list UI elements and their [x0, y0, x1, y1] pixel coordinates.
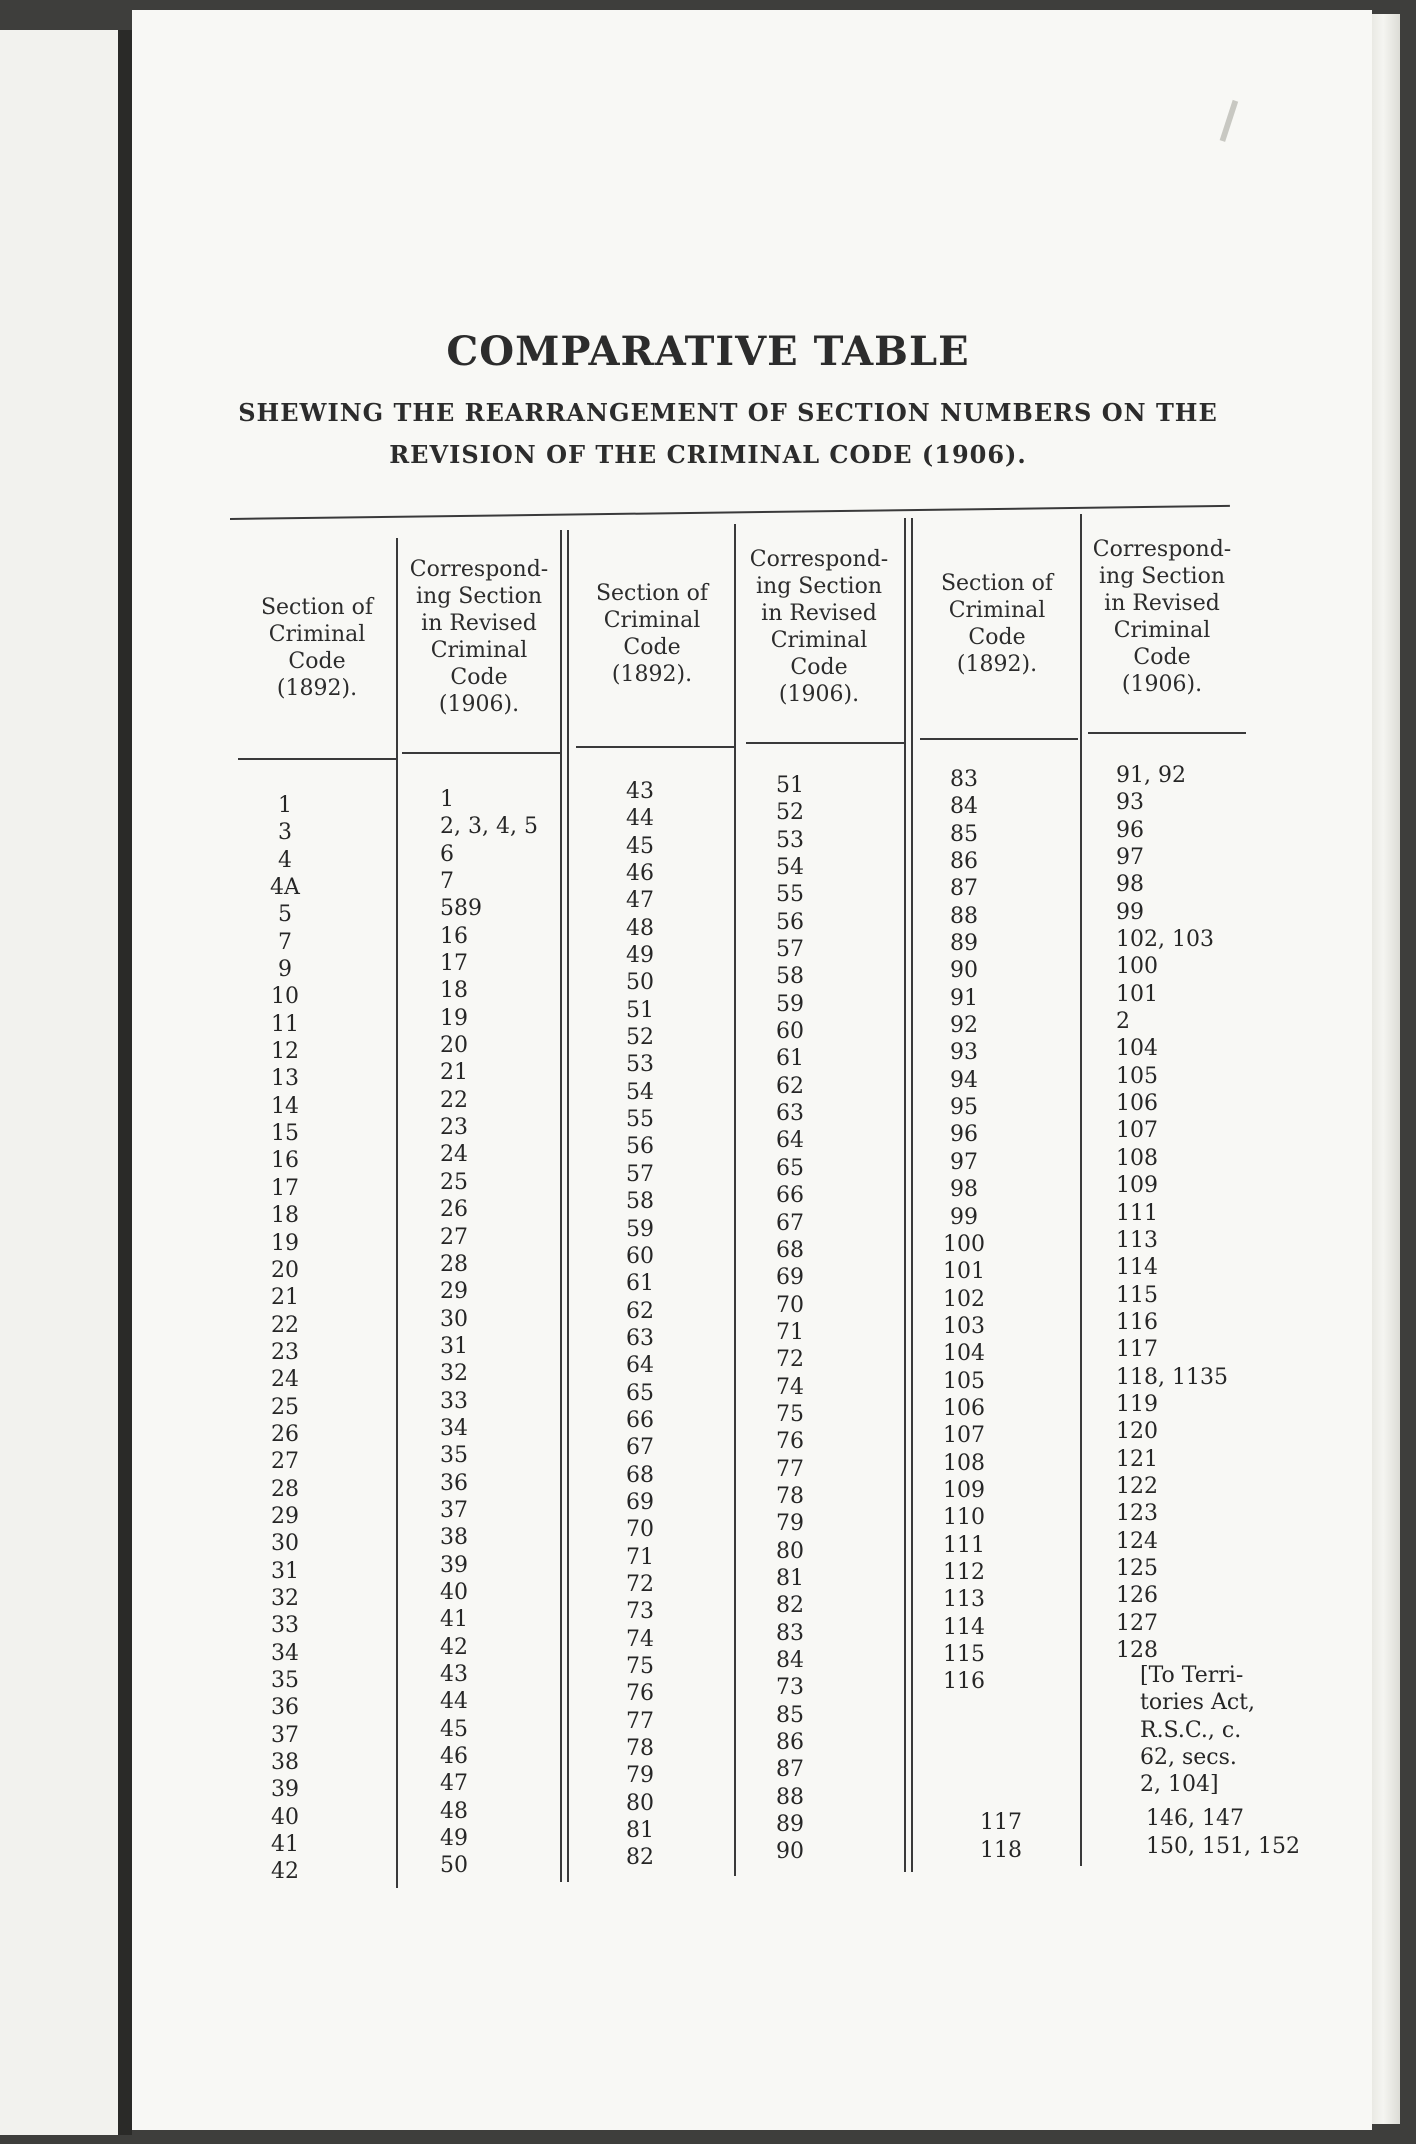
table-cell: 24: [271, 1367, 299, 1393]
header-rule-1: [238, 758, 396, 760]
table-cell: 58: [776, 964, 804, 990]
table-cell: 85: [776, 1702, 804, 1728]
table-cell: 16: [271, 1148, 299, 1174]
table-cell: 102, 103: [1116, 927, 1214, 953]
table-cell: 57: [776, 937, 804, 963]
table-cell: 79: [776, 1511, 804, 1537]
table-cell: 112: [943, 1559, 985, 1585]
table-cell: 48: [626, 915, 654, 941]
table-cell: 23: [440, 1115, 468, 1141]
table-cell: 35: [440, 1443, 468, 1469]
table-cell: 38: [440, 1525, 468, 1551]
table-cell: 61: [626, 1271, 654, 1297]
column-divider-3: [734, 524, 736, 1876]
table-cell: 77: [776, 1456, 804, 1482]
table-cell: 105: [943, 1368, 985, 1394]
table-cell: 43: [440, 1662, 468, 1687]
table-cell: 97: [1116, 845, 1144, 871]
table-cell: 93: [950, 1040, 978, 1066]
column-divider-4a: [904, 518, 906, 1872]
table-cell: 19: [440, 1005, 468, 1031]
table-cell: 30: [271, 1531, 299, 1557]
table-cell: 87: [950, 876, 978, 902]
table-cell: 81: [776, 1565, 804, 1591]
table-cell: 5: [278, 902, 292, 928]
table-cell: 82: [626, 1845, 654, 1871]
table-cell: 89: [776, 1812, 804, 1838]
table-cell: 49: [440, 1826, 468, 1852]
table-cell: 25: [271, 1394, 299, 1420]
table-cell: 9: [278, 957, 292, 983]
header-section-1906-col2: Correspond- ing Section in Revised Criminal Code (1906).: [749, 547, 889, 707]
table-cell: 57: [626, 1161, 654, 1187]
table-cell: 25: [440, 1169, 468, 1195]
table-cell: 31: [271, 1558, 299, 1584]
table-cell: 88: [776, 1784, 804, 1810]
table-cell: 2: [1116, 1009, 1130, 1035]
header-section-1892-col3: Section of Criminal Code (1892).: [940, 571, 1054, 677]
table-cell: 21: [440, 1060, 468, 1086]
table-cell: 73: [776, 1675, 804, 1701]
table-cell: 26: [271, 1421, 299, 1447]
table-cell: 51: [776, 773, 804, 798]
table-cell: 106: [1116, 1091, 1158, 1117]
table-cell: 64: [776, 1128, 804, 1154]
page-title: COMPARATIVE TABLE: [446, 328, 970, 375]
table-cell: 115: [1116, 1282, 1158, 1308]
table-cell: 32: [440, 1361, 468, 1387]
table-cell: 27: [271, 1449, 299, 1475]
pencil-mark: I: [1209, 87, 1248, 157]
table-cell: 78: [776, 1483, 804, 1509]
table-cell: 77: [626, 1708, 654, 1734]
table-cell: 113: [1116, 1227, 1158, 1253]
table-cell: 109: [943, 1477, 985, 1503]
table-cell: 71: [776, 1319, 804, 1345]
table-cell: 101: [1116, 981, 1158, 1007]
table-cell: 47: [626, 888, 654, 914]
table-cell: 14: [271, 1093, 299, 1119]
header-rule-3: [576, 746, 734, 748]
table-cell: 19: [271, 1230, 299, 1256]
table-cell: 69: [776, 1265, 804, 1291]
table-cell: 63: [776, 1101, 804, 1127]
table-cell: 117: [1116, 1337, 1158, 1363]
table-cell: 54: [776, 855, 804, 881]
table-cell: 110: [943, 1505, 985, 1531]
table-cell: 67: [776, 1210, 804, 1236]
table-cell: 20: [271, 1257, 299, 1283]
table-cell: 96: [1116, 817, 1144, 843]
col1-new-sections: [440, 786, 570, 1880]
table-cell: 1: [278, 793, 292, 818]
table-cell: 127: [1116, 1610, 1158, 1636]
table-cell: 46: [440, 1744, 468, 1770]
subtitle-line-2: REVISION OF THE CRIMINAL CODE (1906).: [389, 440, 1027, 469]
table-cell: 70: [776, 1292, 804, 1318]
table-cell: 128: [1116, 1638, 1158, 1663]
table-cell: 30: [440, 1306, 468, 1332]
table-cell: 37: [440, 1497, 468, 1523]
table-cell: 74: [776, 1374, 804, 1400]
table-cell: 21: [271, 1285, 299, 1311]
table-cell: 62: [776, 1073, 804, 1099]
table-cell: 80: [776, 1538, 804, 1564]
header-section-1892-col1: Section of Criminal Code (1892).: [260, 595, 374, 701]
table-cell: 13: [271, 1066, 299, 1092]
table-cell: 113: [943, 1587, 985, 1613]
table-cell: 122: [1116, 1473, 1158, 1499]
table-cell: 68: [626, 1462, 654, 1488]
header-rule-5: [920, 738, 1078, 740]
column-divider-4b: [911, 518, 913, 1872]
table-cell: 29: [440, 1279, 468, 1305]
table-cell: 31: [440, 1333, 468, 1359]
table-cell: 114: [943, 1614, 985, 1640]
header-section-1906-col3: Correspond- ing Section in Revised Criminal Code (1906).: [1092, 537, 1232, 697]
table-cell: 20: [440, 1033, 468, 1059]
table-cell: 83: [950, 767, 978, 792]
table-cell: 116: [943, 1669, 985, 1695]
table-cell: 98: [950, 1177, 978, 1203]
table-cell: 85: [950, 821, 978, 847]
table-cell: 78: [626, 1736, 654, 1762]
table-cell: 80: [626, 1790, 654, 1816]
table-cell: 120: [1116, 1419, 1158, 1445]
table-cell: 3: [278, 820, 292, 846]
table-cell: 87: [776, 1757, 804, 1783]
table-cell: 95: [950, 1095, 978, 1121]
table-cell: 18: [440, 978, 468, 1004]
table-cell: 72: [776, 1347, 804, 1373]
table-cell: 6: [440, 841, 454, 867]
col3-extra-old-118: 118: [980, 1838, 1022, 1863]
table-cell: 4A: [270, 875, 300, 901]
table-cell: 62: [626, 1298, 654, 1324]
table-cell: 1: [440, 787, 454, 812]
table-cell: 48: [440, 1798, 468, 1824]
table-cell: 99: [1116, 899, 1144, 925]
table-cell: 50: [440, 1853, 468, 1879]
table-cell: 108: [943, 1450, 985, 1476]
table-cell: 83: [776, 1620, 804, 1646]
table-cell: 38: [271, 1750, 299, 1776]
table-cell: 91: [950, 985, 978, 1011]
table-cell: 16: [440, 923, 468, 949]
table-cell: 40: [271, 1804, 299, 1830]
col1-old-sections: [240, 792, 330, 1886]
table-cell: 4: [278, 847, 292, 873]
table-cell: 12: [271, 1039, 299, 1065]
table-cell: 51: [626, 997, 654, 1023]
table-cell: 100: [1116, 954, 1158, 980]
table-cell: 56: [626, 1134, 654, 1160]
table-cell: 50: [626, 970, 654, 996]
column-divider-1: [396, 538, 398, 1888]
table-cell: 123: [1116, 1501, 1158, 1527]
table-cell: 24: [440, 1142, 468, 1168]
table-cell: 73: [626, 1599, 654, 1625]
table-cell: 41: [440, 1607, 468, 1633]
table-cell: 121: [1116, 1446, 1158, 1472]
table-cell: 33: [271, 1613, 299, 1639]
table-cell: 27: [440, 1224, 468, 1250]
table-cell: 101: [943, 1259, 985, 1285]
table-cell: 7: [440, 869, 454, 895]
table-cell: 68: [776, 1237, 804, 1263]
table-cell: 43: [626, 779, 654, 804]
table-cell: 94: [950, 1067, 978, 1093]
table-cell: 63: [626, 1325, 654, 1351]
col2-new-sections: [776, 772, 856, 1866]
table-cell: 58: [626, 1189, 654, 1215]
table-cell: 84: [776, 1648, 804, 1673]
table-cell: 64: [626, 1353, 654, 1379]
table-cell: 126: [1116, 1583, 1158, 1609]
table-cell: 102: [943, 1286, 985, 1312]
table-cell: 44: [440, 1689, 468, 1715]
table-cell: 29: [271, 1503, 299, 1529]
table-cell: 119: [1116, 1391, 1158, 1417]
header-section-1906-col1: Correspond- ing Section in Revised Criminal Code (1906).: [409, 557, 549, 717]
table-cell: 39: [271, 1777, 299, 1803]
table-cell: 107: [1116, 1118, 1158, 1144]
table-cell: 91, 92: [1116, 763, 1186, 788]
table-cell: 81: [626, 1818, 654, 1844]
table-cell: 88: [950, 903, 978, 929]
table-cell: 28: [440, 1251, 468, 1277]
col3-old-sections: [924, 766, 1004, 1696]
col3-new-sections: [1116, 762, 1246, 1664]
table-cell: 10: [271, 984, 299, 1010]
header-rule-2: [402, 752, 560, 754]
table-cell: 17: [440, 951, 468, 977]
table-cell: 56: [776, 909, 804, 935]
table-cell: 69: [626, 1489, 654, 1515]
table-cell: 35: [271, 1668, 299, 1693]
table-cell: 589: [440, 896, 482, 922]
table-cell: 52: [776, 800, 804, 826]
table-cell: 42: [440, 1634, 468, 1660]
table-cell: 26: [440, 1197, 468, 1223]
table-cell: 79: [626, 1763, 654, 1789]
table-cell: 60: [776, 1019, 804, 1045]
table-cell: 125: [1116, 1555, 1158, 1581]
table-cell: 114: [1116, 1255, 1158, 1281]
table-cell: 33: [440, 1388, 468, 1414]
table-cell: 115: [943, 1642, 985, 1667]
table-cell: 7: [278, 929, 292, 955]
table-cell: 98: [1116, 872, 1144, 898]
column-divider-5: [1080, 514, 1082, 1866]
table-cell: 76: [776, 1429, 804, 1455]
table-cell: 111: [943, 1532, 985, 1558]
table-cell: 66: [626, 1407, 654, 1433]
table-cell: 11: [271, 1011, 299, 1037]
table-cell: 75: [626, 1654, 654, 1679]
table-cell: 55: [626, 1107, 654, 1133]
table-cell: 100: [943, 1231, 985, 1257]
table-cell: 36: [440, 1470, 468, 1496]
table-cell: 90: [776, 1839, 804, 1865]
table-cell: 116: [1116, 1309, 1158, 1335]
table-cell: 106: [943, 1395, 985, 1421]
table-cell: 41: [271, 1832, 299, 1858]
table-cell: 34: [271, 1640, 299, 1666]
table-cell: 74: [626, 1626, 654, 1652]
table-cell: 32: [271, 1585, 299, 1611]
table-cell: 59: [626, 1216, 654, 1242]
col3-extra-old-117: 117: [980, 1810, 1022, 1835]
table-cell: 86: [776, 1730, 804, 1756]
table-cell: 45: [626, 833, 654, 859]
header-rule-6: [1088, 732, 1246, 734]
table-cell: 82: [776, 1593, 804, 1619]
table-cell: 40: [440, 1579, 468, 1605]
table-cell: 111: [1116, 1200, 1158, 1226]
table-cell: 96: [950, 1122, 978, 1148]
table-cell: 54: [626, 1079, 654, 1105]
table-cell: 17: [271, 1175, 299, 1201]
table-cell: 104: [943, 1341, 985, 1367]
table-cell: 37: [271, 1722, 299, 1748]
table-cell: 92: [950, 1013, 978, 1039]
table-cell: 124: [1116, 1528, 1158, 1554]
header-rule-4: [746, 742, 904, 744]
table-cell: 36: [271, 1695, 299, 1721]
table-cell: 22: [440, 1087, 468, 1113]
table-cell: 104: [1116, 1036, 1158, 1062]
table-cell: 90: [950, 958, 978, 984]
subtitle-line-1: SHEWING THE REARRANGEMENT OF SECTION NUMBERS ON THE: [238, 398, 1218, 427]
table-cell: 22: [271, 1312, 299, 1338]
table-cell: 46: [626, 861, 654, 887]
header-section-1892-col2: Section of Criminal Code (1892).: [595, 581, 709, 687]
table-cell: 93: [1116, 790, 1144, 816]
table-cell: 59: [776, 991, 804, 1017]
table-cell: 84: [950, 794, 978, 820]
table-cell: 65: [776, 1155, 804, 1181]
table-cell: 107: [943, 1423, 985, 1449]
table-cell: 15: [271, 1121, 299, 1147]
col3-extra-new-146: 146, 147: [1146, 1806, 1244, 1831]
table-cell: 99: [950, 1204, 978, 1230]
table-cell: 103: [943, 1313, 985, 1339]
table-cell: 76: [626, 1681, 654, 1707]
table-cell: 66: [776, 1183, 804, 1209]
table-cell: 55: [776, 882, 804, 908]
table-cell: 86: [950, 849, 978, 875]
table-cell: 52: [626, 1025, 654, 1051]
table-cell: 49: [626, 943, 654, 969]
col3-extra-new-150: 150, 151, 152: [1146, 1834, 1300, 1859]
territories-act-note: [To Terri- tories Act, R.S.C., c. 62, secs. 2, 104]: [1140, 1663, 1255, 1798]
table-cell: 47: [440, 1771, 468, 1797]
table-cell: 105: [1116, 1063, 1158, 1089]
table-cell: 53: [626, 1052, 654, 1078]
table-cell: 71: [626, 1544, 654, 1570]
table-cell: 2, 3, 4, 5: [440, 814, 538, 840]
table-cell: 60: [626, 1243, 654, 1269]
table-cell: 108: [1116, 1145, 1158, 1171]
table-cell: 97: [950, 1149, 978, 1175]
table-cell: 39: [440, 1552, 468, 1578]
table-cell: 53: [776, 827, 804, 853]
table-cell: 23: [271, 1339, 299, 1365]
table-cell: 34: [440, 1415, 468, 1441]
table-cell: 18: [271, 1203, 299, 1229]
table-cell: 44: [626, 806, 654, 832]
table-cell: 42: [271, 1859, 299, 1885]
col2-old-sections: [600, 778, 680, 1872]
table-cell: 65: [626, 1380, 654, 1406]
table-cell: 45: [440, 1716, 468, 1742]
table-cell: 70: [626, 1517, 654, 1543]
table-cell: 72: [626, 1571, 654, 1597]
table-cell: 67: [626, 1435, 654, 1461]
table-cell: 89: [950, 931, 978, 957]
table-cell: 75: [776, 1401, 804, 1427]
table-cell: 28: [271, 1476, 299, 1502]
table-cell: 61: [776, 1046, 804, 1072]
table-cell: 109: [1116, 1173, 1158, 1199]
table-cell: 118, 1135: [1116, 1364, 1228, 1390]
